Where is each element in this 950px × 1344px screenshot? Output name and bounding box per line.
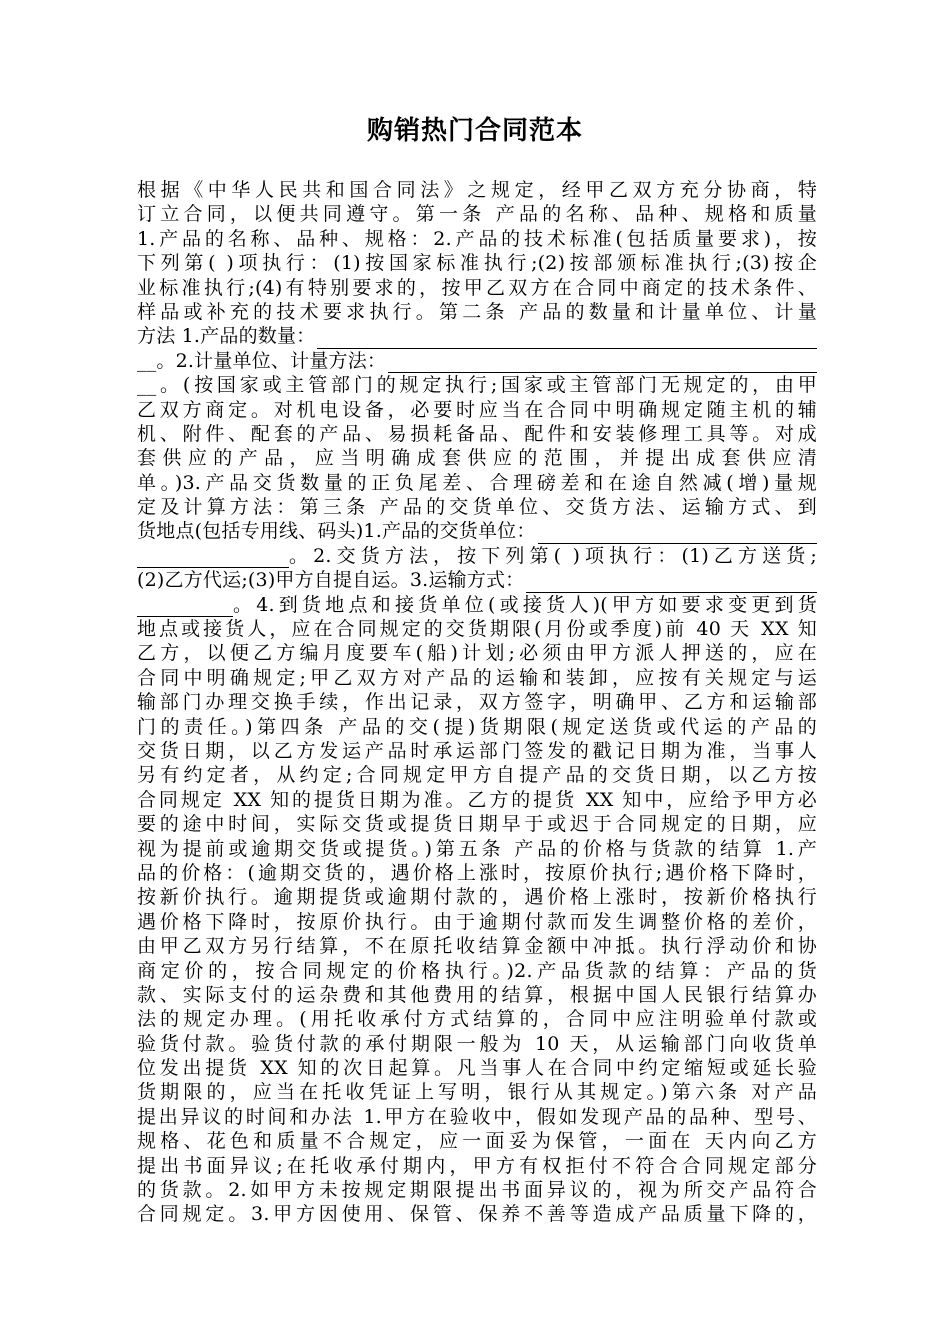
delivery-unit-line xyxy=(137,519,817,543)
text-line: 合同规定。3.甲方因使用、保管、保养不善等造成产品质量下降的， xyxy=(137,1203,817,1226)
text-line: 货期限的，应当在托收凭证上写明，银行从其规定。)第六条 对产品 xyxy=(137,1081,817,1104)
text-line: 验货付款。验货付款的承付期限一般为 10 天，从运输部门向收货单 xyxy=(137,1032,817,1055)
unit-line xyxy=(137,349,817,373)
text-line: 乙方，以便乙方编月度要车(船)计划;必须由甲方派人押送的，应在 xyxy=(137,642,817,665)
text-line: 的货款。2.如甲方未按规定期限提出书面异议的，视为所交产品符合 xyxy=(137,1179,817,1202)
text-line: 乙双方商定。对机电设备，必要时应当在合同中明确规定随主机的辅 xyxy=(137,398,817,421)
text-line: 法的规定办理。(用托收承付方式结算的，合同中应注明验单付款或 xyxy=(137,1008,817,1031)
delivery-method-line xyxy=(137,544,817,568)
text-line: __。(按国家或主管部门的规定执行;国家或主管部门无规定的，由甲 xyxy=(137,374,817,397)
text-line: 按新价执行。逾期提货或逾期付款的，遇价格上涨时，按新价格执行 xyxy=(137,886,817,909)
text-line: 订立合同，以便共同遵守。第一条 产品的名称、品种、规格和质量 xyxy=(137,203,817,226)
text-line: 遇价格下降时，按原价执行。由于逾期付款而发生调整价格的差价， xyxy=(137,910,817,933)
text-line: 另有约定者，从约定;合同规定甲方自提产品的交货日期，以乙方按 xyxy=(137,764,817,787)
text-line: 样品或补充的技术要求执行。第二条 产品的数量和计量单位、计量 xyxy=(137,300,817,323)
text-line: 合同中明确规定;甲乙双方对产品的运输和装卸，应按有关规定与运 xyxy=(137,666,817,689)
text-line: (2)乙方代运;(3)甲方自提自运。3.运输方式： xyxy=(137,569,525,592)
text-line: 地点或接货人，应在合同规定的交货期限(月份或季度)前 40 天 XX 知 xyxy=(137,618,817,641)
text-line: 输部门办理交换手续，作出记录，双方签字，明确甲、乙方和运输部 xyxy=(137,691,817,714)
text-line: 方法 1.产品的数量： xyxy=(137,325,316,348)
text-line: 由甲乙双方另行结算，不在原托收结算金额中冲抵。执行浮动价和协 xyxy=(137,935,817,958)
text-line: 根据《中华人民共和国合同法》之规定，经甲乙双方充分协商，特 xyxy=(137,179,817,201)
document-body xyxy=(137,178,817,1227)
text-line: 业标准执行;(4)有特别要求的，按甲乙双方在合同中商定的技术条件、 xyxy=(137,276,817,299)
blank-field xyxy=(526,574,817,593)
blank-field xyxy=(317,330,817,349)
document-title: 购销热门合同范本 xyxy=(366,116,583,146)
blank-field xyxy=(538,525,817,544)
text-line: 定及计算方法：第三条 产品的交货单位、交货方法、运输方式、到 xyxy=(137,496,817,519)
text-line: 门的责任。)第四条 产品的交(提)货期限(规定送货或代运的产品的 xyxy=(137,715,817,738)
text-line: 品的价格：(逾期交货的，遇价格上涨时，按原价执行;遇价格下降时， xyxy=(137,861,817,884)
blank-field xyxy=(388,354,817,373)
text-line: 下列第( )项执行：(1)按国家标准执行;(2)按部颁标准执行;(3)按企 xyxy=(137,252,817,275)
text-line: 商定价的，按合同规定的价格执行。)2.产品货款的结算：产品的货 xyxy=(137,959,817,982)
transport-line xyxy=(137,568,817,592)
text-line: 提出书面异议;在托收承付期内，甲方有权拒付不符合合同规定部分 xyxy=(137,1154,817,1177)
blank-field xyxy=(137,598,233,617)
blank-field xyxy=(137,549,289,568)
text-line: 位发出提货 XX 知的次日起算。凡当事人在合同中约定缩短或延长验 xyxy=(137,1057,817,1080)
destination-line xyxy=(137,593,817,617)
text-line: 视为提前或逾期交货或提货。)第五条 产品的价格与货款的结算 1.产 xyxy=(137,837,817,860)
text-line: 。4.到货地点和接货单位(或接货人)(甲方如要求变更到货 xyxy=(233,593,817,616)
text-line: 款、实际支付的运杂费和其他费用的结算，根据中国人民银行结算办 xyxy=(137,983,817,1006)
text-line: 套供应的产品，应当明确成套供应的范围，并提出成套供应清 xyxy=(137,447,817,470)
text-line: 单。)3.产品交货数量的正负尾差、合理磅差和在途自然减(增)量规 xyxy=(137,471,817,494)
text-line: 。2.交货方法，按下列第( )项执行：(1)乙方送货; xyxy=(289,544,817,567)
text-line: 货地点(包括专用线、码头)1.产品的交货单位： xyxy=(137,520,536,543)
quantity-line xyxy=(137,324,817,348)
text-line: 要的途中时间，实际交货或提货日期早于或迟于合同规定的日期，应 xyxy=(137,813,817,836)
text-line: 1.产品的名称、品种、规格：2.产品的技术标准(包括质量要求)，按 xyxy=(137,227,817,250)
text-line: 规格、花色和质量不合规定，应一面妥为保管，一面在 天内向乙方 xyxy=(137,1130,817,1153)
text-line: 机、附件、配套的产品、易损耗备品、配件和安装修理工具等。对成 xyxy=(137,422,817,445)
text-line: 合同规定 XX 知的提货日期为准。乙方的提货 XX 知中，应给予甲方必 xyxy=(137,788,817,811)
text-line: 提出异议的时间和办法 1.甲方在验收中，假如发现产品的品种、型号、 xyxy=(137,1105,817,1128)
text-line: 交货日期，以乙方发运产品时承运部门签发的戳记日期为准，当事人 xyxy=(137,739,817,762)
text-line: __。2.计量单位、计量方法： xyxy=(137,349,387,372)
